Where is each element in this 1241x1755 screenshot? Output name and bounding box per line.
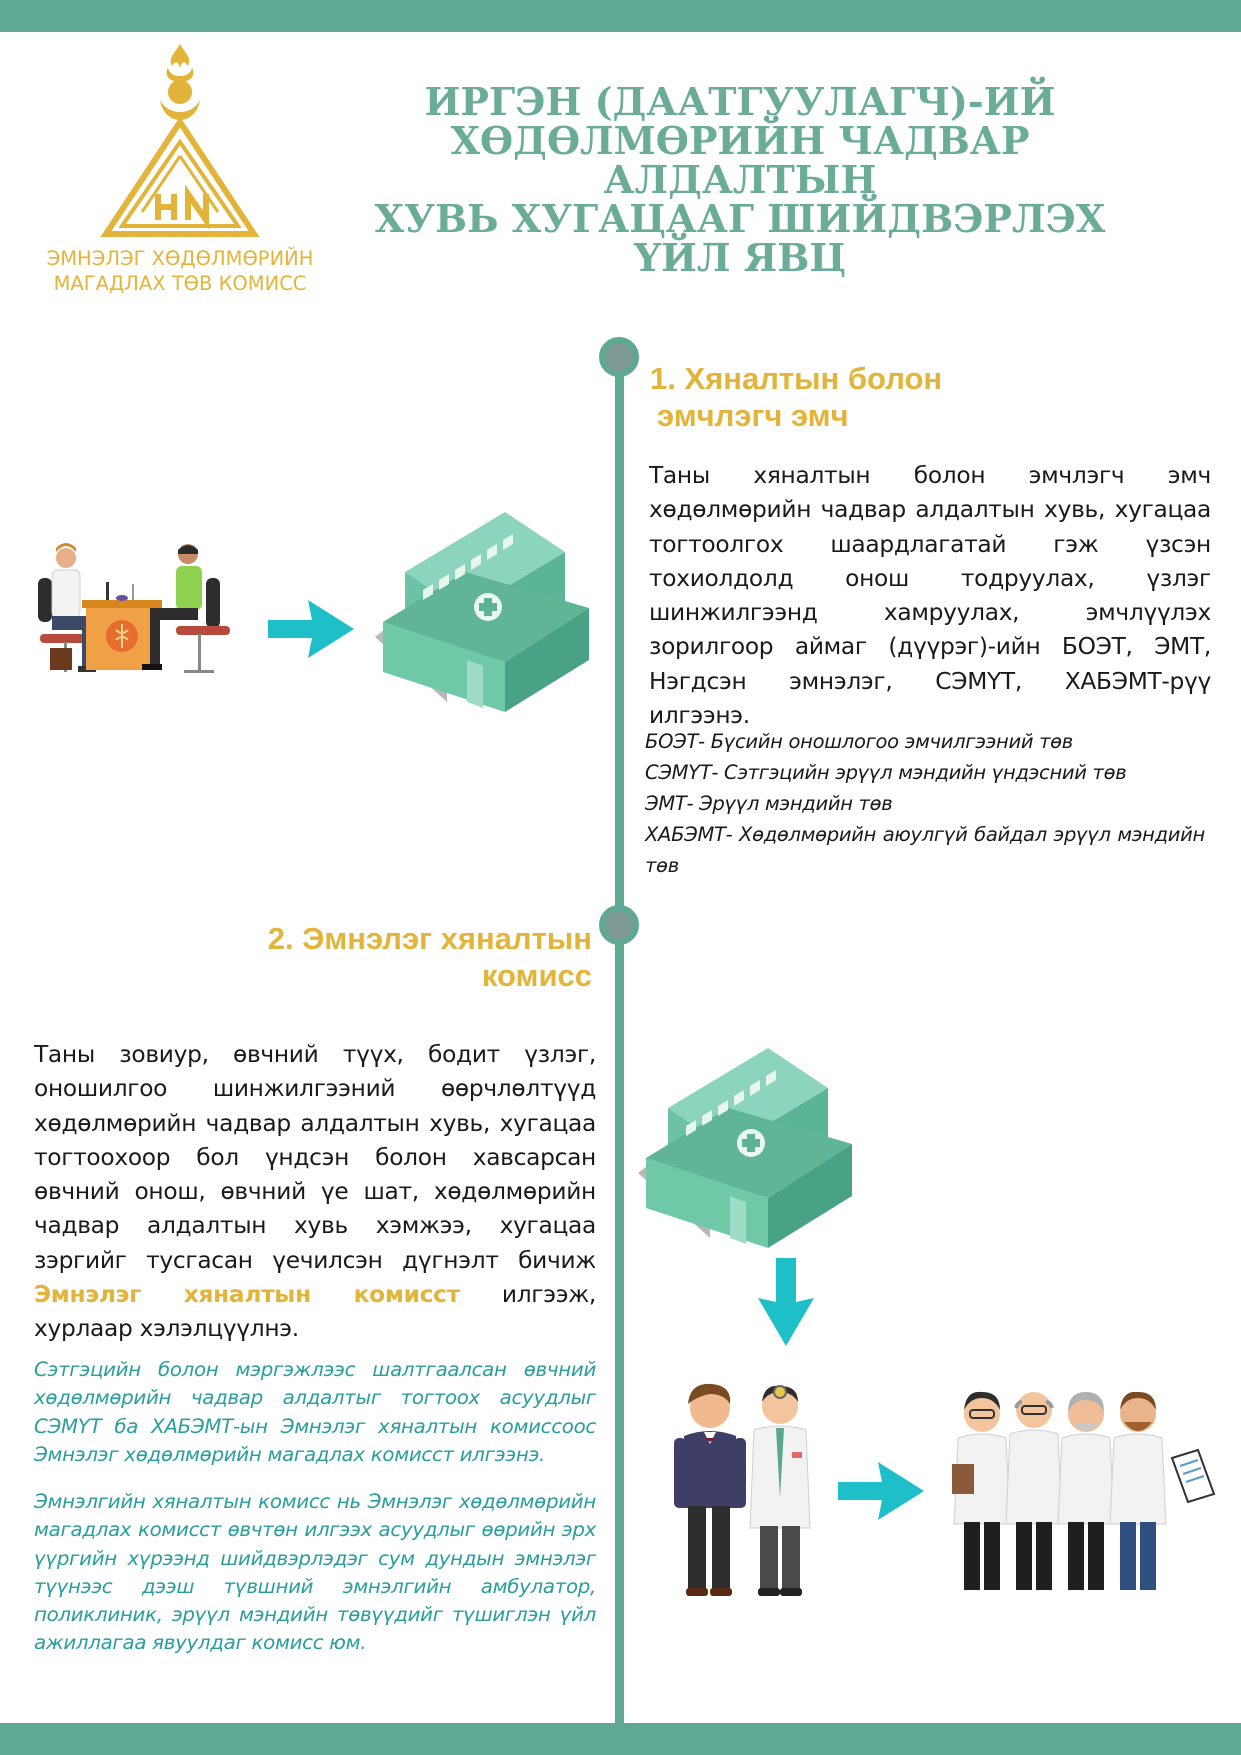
timeline-line: [615, 350, 624, 1728]
doctor-patient-icon: [30, 538, 240, 683]
commission-doctors-icon: [952, 1384, 1220, 1598]
soyombo-triangle-logo-icon: [98, 44, 263, 239]
patient-doctor-icon: [668, 1378, 818, 1600]
step1-heading-line: эмчлэгч эмч: [657, 398, 849, 433]
step2-note-1: Сэтгэцийн болон мэргэжлээс шалтгаалсан өвчний хөдөлмөрийн чадвар алдалтыг тогтоох асуудлыг СЭМҮТ ба ХАБЭМТ-ын Эмнэлэг хяналтын комиссоос Эмнэлэг хөдөлмөрийн магадлах комисст илгээнэ.: [34, 1358, 596, 1466]
abbreviation-item: ЭМТ- Эрүүл мэндийн төв: [645, 792, 893, 815]
logo-caption-line: ЭМНЭЛЭГ ХӨДӨЛМӨРИЙН: [46, 247, 314, 270]
page-title: [330, 79, 1150, 280]
logo: [40, 44, 320, 304]
step2-body: [34, 1038, 596, 1347]
title-line: ХУВЬ ХУГАЦААГ ШИЙДВЭРЛЭХ: [374, 196, 1106, 241]
arrow-down-icon: [758, 1258, 814, 1346]
step2-heading: [150, 920, 592, 994]
step1-heading-line: 1. Хяналтын болон: [650, 361, 943, 396]
title-line: ҮЙЛ ЯВЦ: [633, 235, 847, 280]
step1-heading: [650, 360, 942, 434]
arrow-right-icon: [268, 600, 354, 658]
hospital-icon: [638, 1048, 853, 1248]
step2-body-text: Таны зовиур, өвчний түүх, бодит үзлэг, оношилгоо шинжилгээний өөрчлөлтүүд хөдөлмөрийн чадвар алдалтын хувь, хугацаа тогтоохоор бол үндсэн болон хавсарсан өвчний онош, өвчний үе шат, хөдөлмөрийн чадвар алдалтын хувь хэмжээ, хугацаа зэргийг тусгасан үечилсэн дүгнэлт бичиж: [34, 1041, 596, 1274]
step2-body-text-end: илгээж, хурлаар хэлэлцүүлнэ.: [34, 1281, 597, 1343]
logo-caption-line: МАГАДЛАХ ТӨВ КОМИСС: [53, 272, 307, 295]
step1-body: Таны хяналтын болон эмчлэгч эмч хөдөлмөрийн чадвар алдалтын хувь, хугацаа тогтоолгох шаардлагатай гэж үзсэн тохиолдолд онош тодруулах, үзлэг шинжилгээнд хамруулах, эмчлүүлэх зорилгоор аймаг (дүүрэг)-ийн БОЭТ, ЭМТ, Нэгдсэн эмнэлэг, СЭМҮТ, ХАБЭМТ-рүү илгээнэ.: [649, 462, 1211, 730]
top-band: [0, 0, 1241, 32]
timeline-node-1: [599, 337, 639, 377]
step2-body-highlight: Эмнэлэг хяналтын комисст: [34, 1281, 460, 1309]
title-line: ХӨДӨЛМӨРИЙН ЧАДВАР АЛДАЛТЫН: [450, 118, 1030, 202]
abbreviation-item: БОЭТ- Бүсийн оношлогоо эмчилгээний төв: [645, 730, 1073, 753]
abbreviation-item: ХАБЭМТ- Хөдөлмөрийн аюулгүй байдал эрүүл мэндийн төв: [645, 823, 1205, 877]
title-line: ИРГЭН (ДААТГУУЛАГЧ)-ИЙ: [424, 79, 1056, 124]
step2-heading-line: 2. Эмнэлэг хяналтын: [267, 921, 592, 956]
hospital-icon: [375, 512, 590, 712]
arrow-right-icon: [838, 1462, 924, 1520]
abbreviation-list: [645, 726, 1205, 881]
step2-heading-line: комисс: [481, 958, 592, 993]
logo-caption: [40, 246, 320, 296]
abbreviation-item: СЭМҮТ- Сэтгэцийн эрүүл мэндийн үндэсний төв: [645, 761, 1127, 784]
timeline-node-2: [599, 905, 639, 945]
step2-note-2: Эмнэлгийн хяналтын комисс нь Эмнэлэг хөдөлмөрийн магадлах комисст өвчтөн илгээх асуудлыг өөрийн эрх үүргийн хүрээнд шийдвэрлэдэг сум дундын эмнэлэг түүнээс дээш түвшний эмнэлгийн амбулатор, поликлиник, эрүүл мэндийн төвүүдийг түшиглэн үйл ажиллагаа явуулдаг комисс юм.: [34, 1490, 596, 1655]
